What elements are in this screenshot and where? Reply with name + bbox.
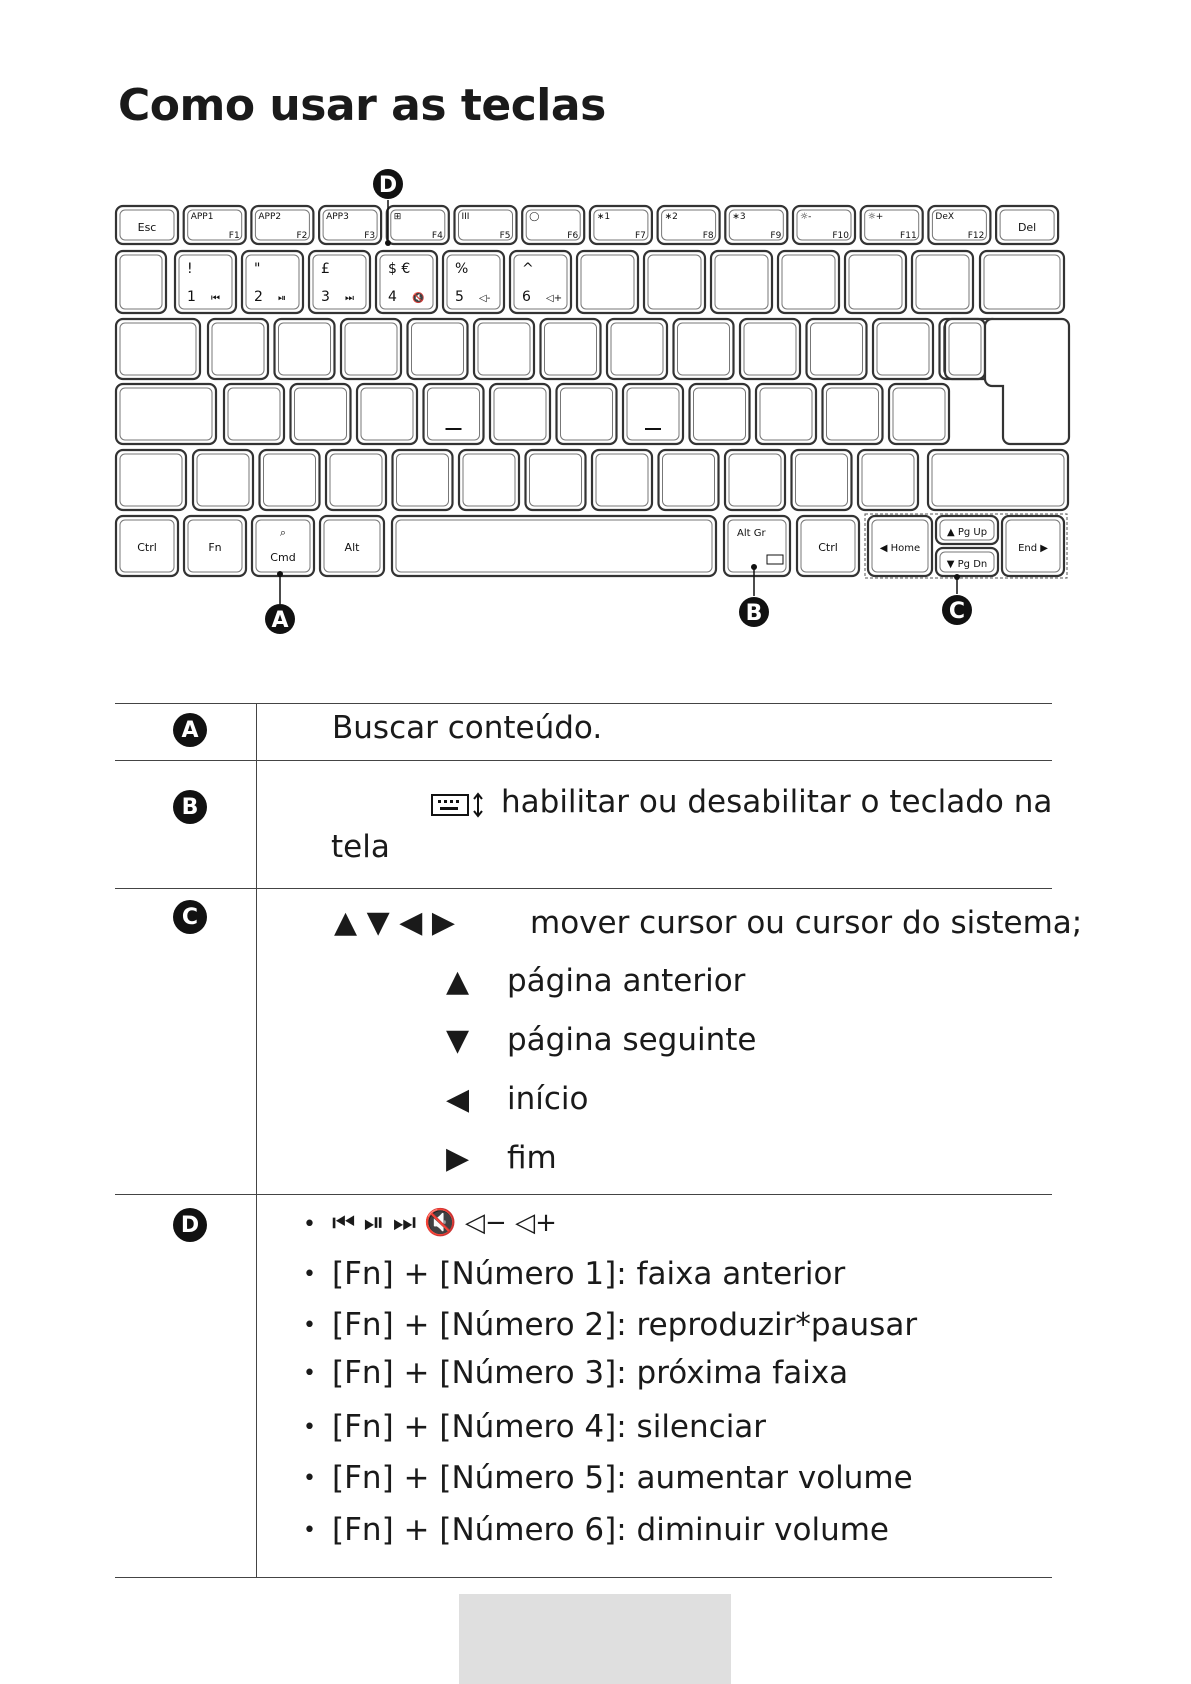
key-label: Alt Gr xyxy=(737,528,766,539)
caps-key xyxy=(116,384,216,444)
alt-key xyxy=(320,516,384,576)
fn-modifier-key xyxy=(184,516,246,576)
key-top-label: APP2 xyxy=(258,212,282,222)
callout-label: B xyxy=(745,601,763,626)
number-key xyxy=(175,251,236,313)
key-bottom-label: 5 xyxy=(455,289,464,305)
key-bottom-label: F2 xyxy=(296,231,308,241)
letter-key xyxy=(474,319,534,379)
row-b-text-line2: tela xyxy=(331,829,390,865)
row-a-text: Buscar conteúdo. xyxy=(332,710,603,746)
arrow-right-icon: ▶ xyxy=(446,1141,470,1176)
number-key xyxy=(577,251,638,313)
table-column-divider xyxy=(256,703,257,1577)
key-bottom-label: F7 xyxy=(634,231,646,241)
letter-key xyxy=(557,384,617,444)
key-top-label: ⊞ xyxy=(393,212,402,222)
letter-key xyxy=(357,384,417,444)
fn-key xyxy=(319,206,381,244)
fn-key xyxy=(928,206,990,244)
callout-b xyxy=(739,597,769,627)
row-c-item-text: fim xyxy=(507,1140,557,1176)
home-key xyxy=(868,516,932,576)
callout-c xyxy=(942,595,972,625)
number-key xyxy=(443,251,504,313)
ctrl-left-key xyxy=(116,516,178,576)
number-key xyxy=(510,251,571,313)
key-bottom-label: F5 xyxy=(499,231,511,241)
row-d-item: [Fn] + [Número 4]: silenciar xyxy=(332,1409,767,1445)
letter-key xyxy=(756,384,816,444)
row-c-main-text: mover cursor ou cursor do sistema; xyxy=(530,905,1083,941)
row-c-item-text: página seguinte xyxy=(507,1022,757,1058)
badge-b: B xyxy=(173,790,207,824)
key-top-label: £ xyxy=(321,261,330,277)
key-bottom-label: F6 xyxy=(567,231,579,241)
leader-dot xyxy=(954,574,960,580)
number-key xyxy=(376,251,437,313)
fn-key xyxy=(387,206,449,244)
letter-key xyxy=(490,384,550,444)
arrow-down-icon: ▼ xyxy=(446,1023,470,1058)
key-label: ▲ Pg Up xyxy=(946,527,988,538)
letter-key xyxy=(526,450,586,510)
letter-key xyxy=(889,384,949,444)
number-key xyxy=(845,251,906,313)
key-bottom-label: F3 xyxy=(364,231,376,241)
number-key xyxy=(912,251,973,313)
backspace-key xyxy=(980,251,1064,313)
pgup-key xyxy=(936,516,998,544)
fn-key xyxy=(861,206,923,244)
tilde-key xyxy=(116,251,166,313)
leader-dot xyxy=(751,564,757,570)
key-label: Cmd xyxy=(270,551,296,564)
shift-left-key xyxy=(116,450,186,510)
keyboard-toggle-icon xyxy=(430,790,486,820)
key-bottom-label: 1 xyxy=(187,289,196,305)
arrow-keys-icons: ▲ ▼ ◀ ▶ xyxy=(334,905,455,940)
letter-key xyxy=(623,384,683,444)
letter-key xyxy=(873,319,933,379)
letter-key xyxy=(224,384,284,444)
bullet: • xyxy=(303,1415,316,1440)
page-title: Como usar as teclas xyxy=(118,80,606,131)
badge-c: C xyxy=(173,900,207,934)
letter-key xyxy=(823,384,883,444)
letter-key xyxy=(792,450,852,510)
bullet: • xyxy=(303,1361,316,1386)
key-top-label: $ € xyxy=(388,261,411,277)
key-top-label: ☼+ xyxy=(867,212,884,222)
key-top-label: ! xyxy=(187,261,193,277)
shift-right-key xyxy=(928,450,1068,510)
key-top-label: ∗2 xyxy=(664,212,678,222)
bullet: • xyxy=(303,1466,316,1491)
letter-key xyxy=(291,384,351,444)
key-bottom-label: 6 xyxy=(522,289,531,305)
key-top-label: % xyxy=(455,261,469,277)
letter-key xyxy=(393,450,453,510)
tab-key xyxy=(116,319,200,379)
fn-key xyxy=(658,206,720,244)
letter-key xyxy=(807,319,867,379)
end-key xyxy=(1002,516,1064,576)
key-top-label: III xyxy=(461,212,470,222)
letter-key xyxy=(326,450,386,510)
leader-dot xyxy=(385,240,391,246)
row-d-item: [Fn] + [Número 3]: próxima faixa xyxy=(332,1355,849,1391)
enter-key xyxy=(985,319,1069,444)
badge-a: A xyxy=(173,713,207,747)
bullet: • xyxy=(303,1262,316,1287)
number-key xyxy=(309,251,370,313)
row-b-text-line1: habilitar ou desabilitar o teclado na xyxy=(501,784,1053,820)
row-c-item-text: página anterior xyxy=(507,963,746,999)
search-icon: ⌕ xyxy=(279,526,287,539)
letter-key xyxy=(424,384,484,444)
key-top-label: DeX xyxy=(935,212,955,222)
letter-key xyxy=(260,450,320,510)
badge-d: D xyxy=(173,1208,207,1242)
key-label: End ▶ xyxy=(1018,543,1048,554)
row-c-item-text: início xyxy=(507,1081,589,1117)
letter-key xyxy=(341,319,401,379)
row-d-item: [Fn] + [Número 5]: aumentar volume xyxy=(332,1460,913,1496)
arrow-up-icon: ▲ xyxy=(446,964,470,999)
key-bottom-label: 3 xyxy=(321,289,330,305)
letter-key xyxy=(690,384,750,444)
letter-key xyxy=(607,319,667,379)
letter-key xyxy=(541,319,601,379)
key-label: ▼ Pg Dn xyxy=(946,559,988,570)
media-icon: ◁+ xyxy=(546,293,563,304)
media-icon: 🔇 xyxy=(412,293,425,304)
bullet: • xyxy=(303,1313,316,1338)
pgdn-key xyxy=(936,548,998,576)
page-footer-tab xyxy=(459,1594,731,1684)
bracket-key xyxy=(945,319,985,379)
number-key xyxy=(778,251,839,313)
key-top-label: APP1 xyxy=(190,212,214,222)
key-bottom-label: F1 xyxy=(228,231,240,241)
key-top-label: " xyxy=(254,261,261,277)
key-bottom-label: F12 xyxy=(967,231,985,241)
number-key xyxy=(711,251,772,313)
fn-key xyxy=(725,206,787,244)
key-top-label: ^ xyxy=(522,261,534,277)
fn-key xyxy=(455,206,517,244)
letter-key xyxy=(659,450,719,510)
fn-key xyxy=(996,206,1058,244)
letter-key xyxy=(459,450,519,510)
space-key xyxy=(392,516,716,576)
letter-key xyxy=(858,450,918,510)
key-label: Ctrl xyxy=(818,541,838,554)
callout-label: C xyxy=(948,599,966,624)
leader-dot xyxy=(277,571,283,577)
number-key xyxy=(644,251,705,313)
key-top-label: ∗3 xyxy=(732,212,746,222)
key-bottom-label: F11 xyxy=(900,231,917,241)
letter-key xyxy=(674,319,734,379)
key-top-label: ☼- xyxy=(800,212,812,222)
row-d-item: [Fn] + [Número 6]: diminuir volume xyxy=(332,1512,890,1548)
key-bottom-label: F9 xyxy=(770,231,782,241)
key-top-label: APP3 xyxy=(326,212,349,222)
row-d-item: [Fn] + [Número 1]: faixa anterior xyxy=(332,1256,846,1292)
key-bottom-label: 2 xyxy=(254,289,263,305)
key-label: ◀ Home xyxy=(879,543,921,554)
media-icons: ⏮ ⏯ ⏭ 🔇 ◁− ◁+ xyxy=(332,1208,557,1238)
callout-d xyxy=(373,169,403,199)
key-bottom-label: 4 xyxy=(388,289,397,305)
key-label: Del xyxy=(1017,221,1037,234)
key-label: Fn xyxy=(208,541,222,554)
media-icon: ⏭ xyxy=(345,293,354,304)
key-bottom-label: F4 xyxy=(431,231,443,241)
key-label: Alt xyxy=(344,541,360,554)
key-top-label: ∗1 xyxy=(596,212,611,222)
cmd-key xyxy=(252,516,314,576)
callout-label: D xyxy=(378,173,398,198)
fn-key xyxy=(522,206,584,244)
media-icon: ⏯ xyxy=(278,293,286,304)
callout-a xyxy=(265,604,295,634)
arrow-left-icon: ◀ xyxy=(446,1082,470,1117)
bullet: • xyxy=(303,1518,316,1543)
letter-key xyxy=(725,450,785,510)
letter-key xyxy=(740,319,800,379)
fn-key xyxy=(793,206,855,244)
keyboard-diagram xyxy=(0,0,1191,660)
key-top-label: ◯ xyxy=(529,212,540,222)
number-key xyxy=(242,251,303,313)
table-rule-bottom xyxy=(115,1577,1052,1578)
ctrl-right-key xyxy=(797,516,859,576)
letter-key xyxy=(193,450,253,510)
key-bottom-label: F10 xyxy=(832,231,849,241)
fn-key xyxy=(184,206,246,244)
bullet: • xyxy=(303,1212,316,1237)
key-bottom-label: F8 xyxy=(702,231,714,241)
letter-key xyxy=(592,450,652,510)
key-label: Ctrl xyxy=(137,541,157,554)
media-icon: ◁- xyxy=(479,293,491,304)
fn-key xyxy=(251,206,313,244)
key-label: Esc xyxy=(137,221,157,234)
letter-key xyxy=(408,319,468,379)
fn-key xyxy=(590,206,652,244)
media-icon: ⏮ xyxy=(211,293,220,304)
row-d-item: [Fn] + [Número 2]: reproduzir*pausar xyxy=(332,1307,918,1343)
callout-label: A xyxy=(271,608,289,633)
letter-key xyxy=(275,319,335,379)
fn-key xyxy=(116,206,178,244)
letter-key xyxy=(208,319,268,379)
